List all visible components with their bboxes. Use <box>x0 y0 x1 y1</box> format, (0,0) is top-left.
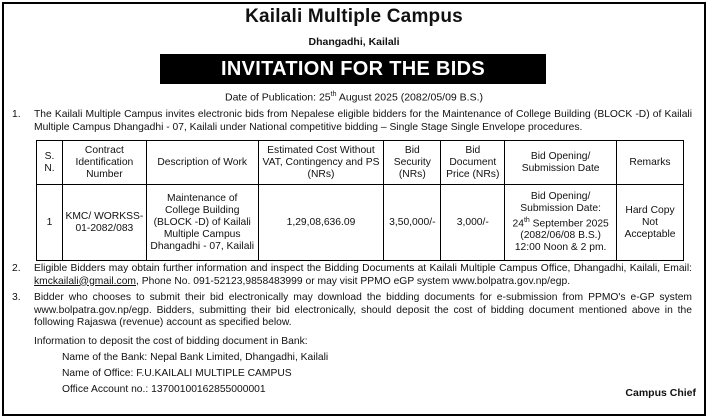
paragraph-1-text: The Kailali Multiple Campus invites electronic bids from Nepalese eligible bidders for the Maintenance of College Building (BLOCK -D) of Kailali Multiple Campus Dhangadhi - 07, Kailali under National competitive bidding – Single Stage Single Envelope procedures. <box>34 109 692 133</box>
publication-date-prefix: Date of Publication: 25 <box>224 91 331 104</box>
cell-doc-price: 3,000/- <box>441 185 505 261</box>
header-bid-security: Bid Security (NRs) <box>384 141 441 185</box>
header-contract-id: Contract Identification Number <box>62 141 146 185</box>
paragraph-3-number: 3. <box>12 292 21 303</box>
date-time: 12:00 Noon & 2 pm. <box>514 242 607 254</box>
office-account: Office Account no.: 13700100162855000001 <box>62 384 266 395</box>
date-line <box>507 215 614 230</box>
date-prefix: 24 <box>512 218 524 230</box>
office-name: Name of Office: F.U.KAILALI MULTIPLE CAMPUS <box>62 368 292 379</box>
cell-contract-id: KMC/ WORKSS- 01-2082/083 <box>62 185 146 261</box>
bids-table <box>36 140 684 261</box>
cell-sn: 1 <box>37 185 63 261</box>
publication-date <box>0 91 708 104</box>
table-row <box>37 185 684 261</box>
paragraph-1 <box>12 109 692 135</box>
bank-name: Name of the Bank: Nepal Bank Limited, Dhangadhi, Kailali <box>62 352 329 363</box>
signature-campus-chief: Campus Chief <box>625 387 696 399</box>
cell-opening-date <box>505 185 617 261</box>
header-opening-date: Bid Opening/ Submission Date <box>505 141 617 185</box>
date-suffix: September 2025 <box>529 218 609 230</box>
cell-description: Maintenance of College Building (BLOCK -D) of Kailali Multiple Campus Dhangadhi - 07, Kailali <box>146 185 258 261</box>
paragraph-2-text-b: , Phone No. 091-52123,9858483999 or may visit PPMO eGP system www.bolpatra.gov.np/egp. <box>136 275 571 287</box>
paragraph-1-number: 1. <box>12 109 21 120</box>
table-header-row <box>37 141 684 185</box>
header-description: Description of Work <box>146 141 258 185</box>
cell-remarks: Hard Copy Not Acceptable <box>617 185 684 261</box>
bank-info-intro: Information to deposit the cost of bidding document in Bank: <box>34 336 308 347</box>
paragraph-3 <box>12 292 692 332</box>
invitation-banner: INVITATION FOR THE BIDS <box>160 54 546 84</box>
date-sup: th <box>523 216 530 224</box>
location-subtitle: Dhangadhi, Kailali <box>308 36 400 48</box>
date-label: Bid Opening/ Submission Date: <box>520 190 601 214</box>
publication-date-suffix: August 2025 (2082/05/09 B.S.) <box>336 91 484 104</box>
paragraph-2 <box>12 263 692 289</box>
cell-bid-security: 3,50,000/- <box>384 185 441 261</box>
email-link[interactable]: kmckailali@gmail.com <box>34 275 136 287</box>
publication-date-sup: th <box>330 91 337 98</box>
header-sn: S. N. <box>37 141 63 185</box>
paragraph-3-text: Bidder who chooses to submit their bid electronically may download the bidding documents for e-submission from PPMO's e-GP system www.bolpatra.gov.np/egp. Bidders, submitting their bid electronically, should deposit the cost of bidding document mentioned above in the following Rajaswa (revenue) account as specified below. <box>34 292 692 328</box>
cell-estimated-cost: 1,29,08,636.09 <box>258 185 384 261</box>
header-doc-price: Bid Document Price (NRs) <box>441 141 505 185</box>
date-bs: (2082/06/08 B.S.) <box>520 230 601 242</box>
paragraph-2-text-a: Eligible Bidders may obtain further information and inspect the Bidding Documents at Kailali Multiple Campus Office, Dhangadhi, Kailali, Email: <box>34 263 692 274</box>
page-title: Kailali Multiple Campus <box>245 6 463 27</box>
paragraph-2-text <box>34 263 692 288</box>
header-estimated-cost: Estimated Cost Without VAT, Contingency and PS (NRs) <box>258 141 384 185</box>
paragraph-2-number: 2. <box>12 263 21 274</box>
header-remarks: Remarks <box>617 141 684 185</box>
